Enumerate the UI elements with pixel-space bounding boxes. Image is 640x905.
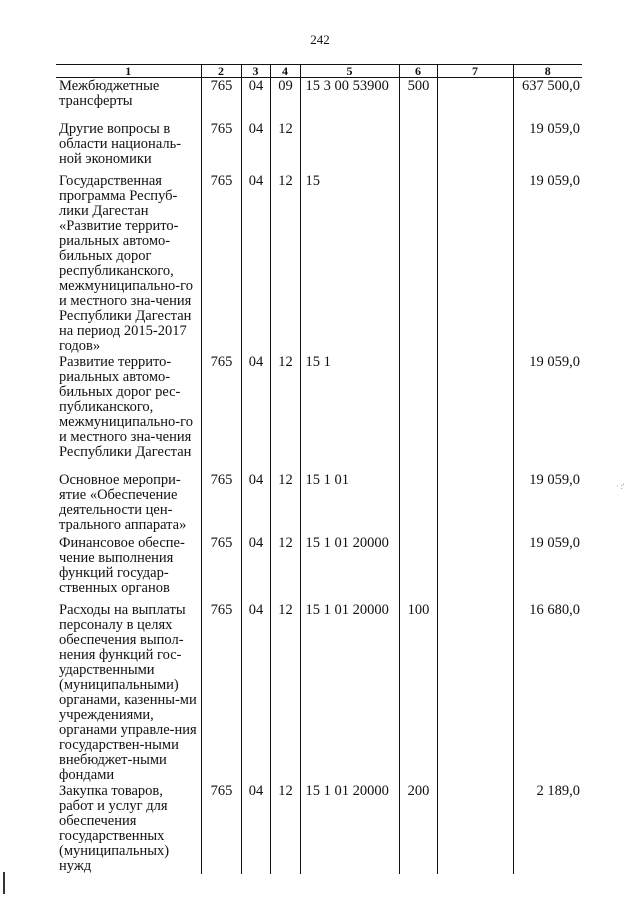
table-row — [56, 783, 582, 874]
row-name: Закупка товаров, работ и услуг для обеспечения государственных (муниципальных) нужд — [59, 783, 170, 874]
cell-col4: 12 — [270, 173, 300, 354]
row-name: Другие вопросы в области националь-ной экономики — [59, 121, 182, 167]
cell-col4: 12 — [270, 472, 300, 535]
cell-col7 — [437, 173, 513, 354]
cell-col5: 15 — [300, 173, 399, 354]
cell-col4: 12 — [270, 354, 300, 472]
row-name: Государственная программа Респуб-лики Дагестан «Развитие террито-риальных автомо-бильных дорог республиканского, межмуниципально-го и местного зна-чения Республики Дагестан на период 2015-2017 годов» — [59, 173, 193, 354]
cell-amount: 19 059,0 — [513, 535, 582, 602]
cell-col2: 765 — [201, 535, 241, 602]
column-header: 3 — [241, 65, 270, 78]
scan-speck: · :' — [616, 482, 625, 491]
table-row — [56, 354, 582, 472]
column-header: 1 — [56, 65, 201, 78]
cell-col2: 765 — [201, 121, 241, 173]
cell-col5: 15 1 — [300, 354, 399, 472]
column-header: 7 — [437, 65, 513, 78]
cell-col5: 15 1 01 20000 — [300, 783, 399, 874]
cell-col7 — [437, 121, 513, 173]
row-name: Финансовое обеспе-чение выполнения функций государ-ственных органов — [59, 535, 185, 596]
cell-col3: 04 — [241, 602, 270, 783]
cell-col4: 12 — [270, 535, 300, 602]
cell-amount: 19 059,0 — [513, 472, 582, 535]
column-header: 2 — [201, 65, 241, 78]
table-row — [56, 173, 582, 354]
cell-col2: 765 — [201, 354, 241, 472]
cell-amount: 637 500,0 — [513, 78, 582, 122]
cell-col4: 12 — [270, 121, 300, 173]
cell-col4: 09 — [270, 78, 300, 122]
column-header: 6 — [399, 65, 437, 78]
cell-amount: 16 680,0 — [513, 602, 582, 783]
table-row — [56, 535, 582, 602]
cell-col3: 04 — [241, 354, 270, 472]
cell-col6 — [399, 354, 437, 472]
cell-col6: 500 — [399, 78, 437, 122]
cell-col6: 200 — [399, 783, 437, 874]
cell-col6 — [399, 472, 437, 535]
cell-col4: 12 — [270, 602, 300, 783]
table-row — [56, 472, 582, 535]
header-row — [56, 65, 582, 78]
cell-col3: 04 — [241, 472, 270, 535]
cell-col4: 12 — [270, 783, 300, 874]
row-name: Развитие террито-риальных автомо-бильных дорог рес-публиканского, межмуниципально-го и местного зна-чения Республики Дагестан — [59, 354, 193, 460]
cell-col2: 765 — [201, 783, 241, 874]
cell-col5: 15 1 01 — [300, 472, 399, 535]
row-name: Межбюджетные трансферты — [59, 78, 160, 109]
table-row — [56, 121, 582, 173]
scan-margin-mark — [3, 872, 5, 894]
cell-col3: 04 — [241, 121, 270, 173]
cell-col7 — [437, 535, 513, 602]
cell-col2: 765 — [201, 78, 241, 122]
table-row — [56, 78, 582, 122]
cell-col6 — [399, 121, 437, 173]
cell-col3: 04 — [241, 535, 270, 602]
cell-col5: 15 3 00 53900 — [300, 78, 399, 122]
cell-col6: 100 — [399, 602, 437, 783]
page-number: 242 — [310, 32, 330, 47]
cell-col2: 765 — [201, 173, 241, 354]
cell-col5: 15 1 01 20000 — [300, 602, 399, 783]
cell-col5: 15 1 01 20000 — [300, 535, 399, 602]
cell-col5 — [300, 121, 399, 173]
row-name: Основное меропри-ятие «Обеспечение деятельности цен-трального аппарата» — [59, 472, 187, 533]
budget-table — [56, 64, 582, 874]
cell-col7 — [437, 354, 513, 472]
cell-col7 — [437, 783, 513, 874]
cell-col7 — [437, 602, 513, 783]
cell-col2: 765 — [201, 472, 241, 535]
table-row — [56, 602, 582, 783]
cell-col3: 04 — [241, 78, 270, 122]
cell-col3: 04 — [241, 783, 270, 874]
cell-col6 — [399, 535, 437, 602]
cell-amount: 19 059,0 — [513, 173, 582, 354]
column-header: 8 — [513, 65, 582, 78]
column-header: 5 — [300, 65, 399, 78]
cell-col2: 765 — [201, 602, 241, 783]
cell-col7 — [437, 78, 513, 122]
cell-col7 — [437, 472, 513, 535]
cell-col3: 04 — [241, 173, 270, 354]
cell-col6 — [399, 173, 437, 354]
column-header: 4 — [270, 65, 300, 78]
cell-amount: 19 059,0 — [513, 354, 582, 472]
cell-amount: 19 059,0 — [513, 121, 582, 173]
cell-amount: 2 189,0 — [513, 783, 582, 874]
row-name: Расходы на выплаты персоналу в целях обеспечения выпол-нения функций гос-ударственными (муниципальными) органами, казенны-ми учреждениями, органами управле-ния государствен-ными внебюджет-ными фондами — [59, 602, 197, 783]
